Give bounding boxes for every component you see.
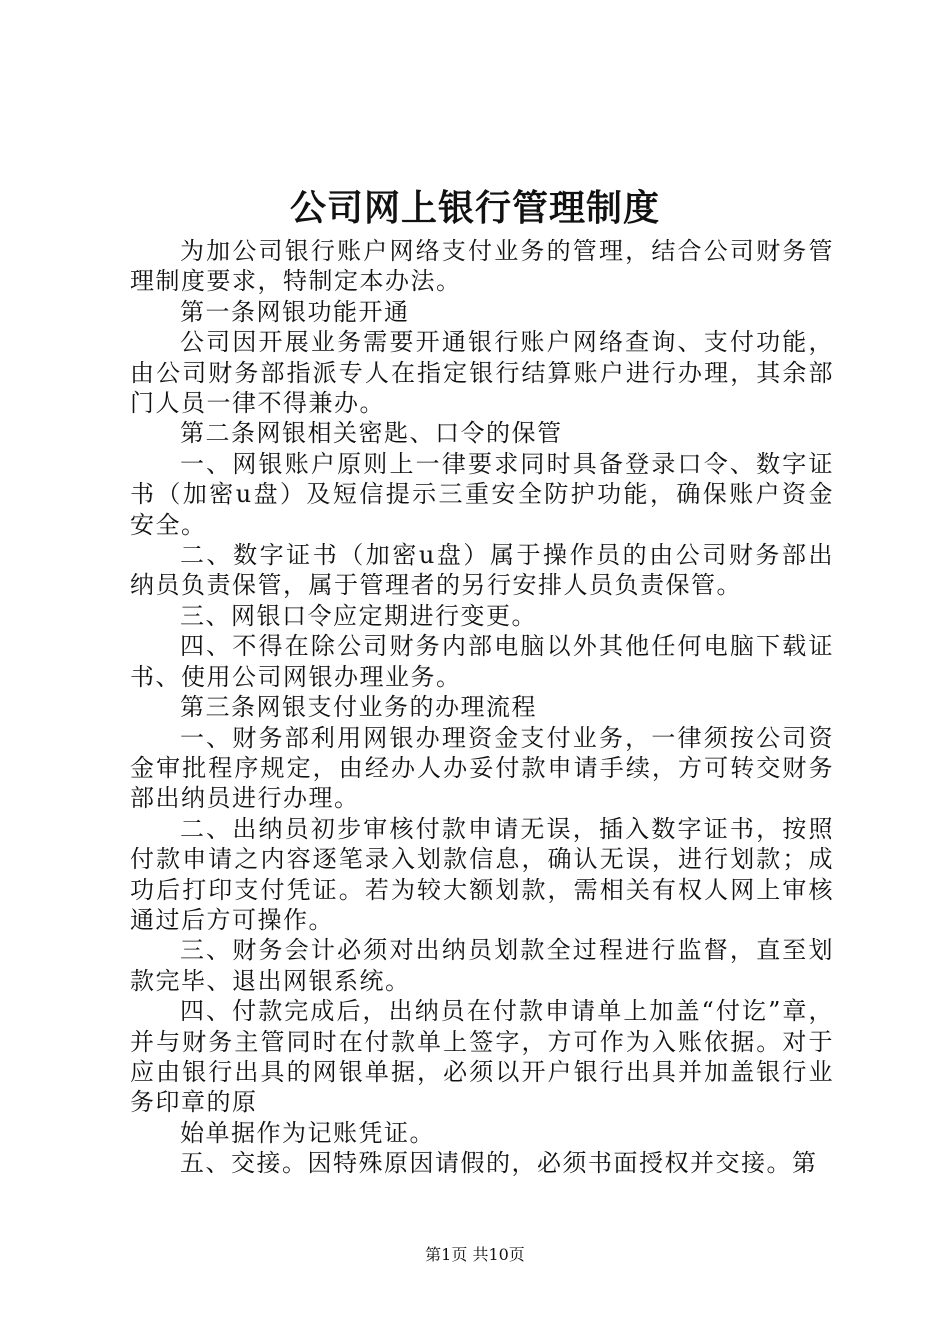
document-title: 公司网上银行管理制度 (289, 187, 660, 229)
article-2-item-2: 二、数字证书（加密u盘）属于操作员的由公司财务部出纳员负责保管，属于管理者的另行安排人员负责保管。 (130, 541, 834, 600)
article-1-heading: 第一条网银功能开通 (180, 297, 410, 326)
article-3-heading: 第三条网银支付业务的办理流程 (180, 693, 537, 722)
article-3-item-5: 五、交接。因特殊原因请假的，必须书面授权并交接。第 (180, 1149, 818, 1178)
article-2-item-1: 一、网银账户原则上一律要求同时具备登录口令、数字证书（加密u盘）及短信提示三重安全防护功能，确保账户资金安全。 (130, 449, 834, 539)
article-3-item-3: 三、财务会计必须对出纳员划款全过程进行监督，直至划款完毕、退出网银系统。 (130, 936, 834, 995)
intro-paragraph: 为加公司银行账户网络支付业务的管理，结合公司财务管理制度要求，特制定本办法。 (130, 237, 834, 296)
article-2-item-3: 三、网银口令应定期进行变更。 (180, 601, 537, 630)
article-3-item-1: 一、财务部利用网银办理资金支付业务，一律须按公司资金审批程序规定，由经办人办妥付款申请手续，方可转交财务部出纳员进行办理。 (130, 723, 834, 813)
article-3-item-4: 四、付款完成后，出纳员在付款申请单上加盖“付讫”章，并与财务主管同时在付款单上签字，方可作为入账依据。对于应由银行出具的网银单据，必须以开户银行出具并加盖银行业务印章的原 (130, 997, 834, 1117)
article-1-paragraph: 公司因开展业务需要开通银行账户网络查询、支付功能，由公司财务部指派专人在指定银行结算账户进行办理，其余部门人员一律不得兼办。 (130, 328, 834, 418)
document-body (130, 236, 834, 1179)
page-footer: 第1页 共10页 (425, 1245, 525, 1264)
article-3-item-4-continued: 始单据作为记账凭证。 (180, 1118, 435, 1147)
article-2-heading: 第二条网银相关密匙、口令的保管 (180, 419, 563, 448)
article-3-item-2: 二、出纳员初步审核付款申请无误，插入数字证书，按照付款申请之内容逐笔录入划款信息，确认无误，进行划款；成功后打印支付凭证。若为较大额划款，需相关有权人网上审核通过后方可操作。 (130, 814, 834, 934)
article-2-item-4: 四、不得在除公司财务内部电脑以外其他任何电脑下载证书、使用公司网银办理业务。 (130, 632, 834, 691)
